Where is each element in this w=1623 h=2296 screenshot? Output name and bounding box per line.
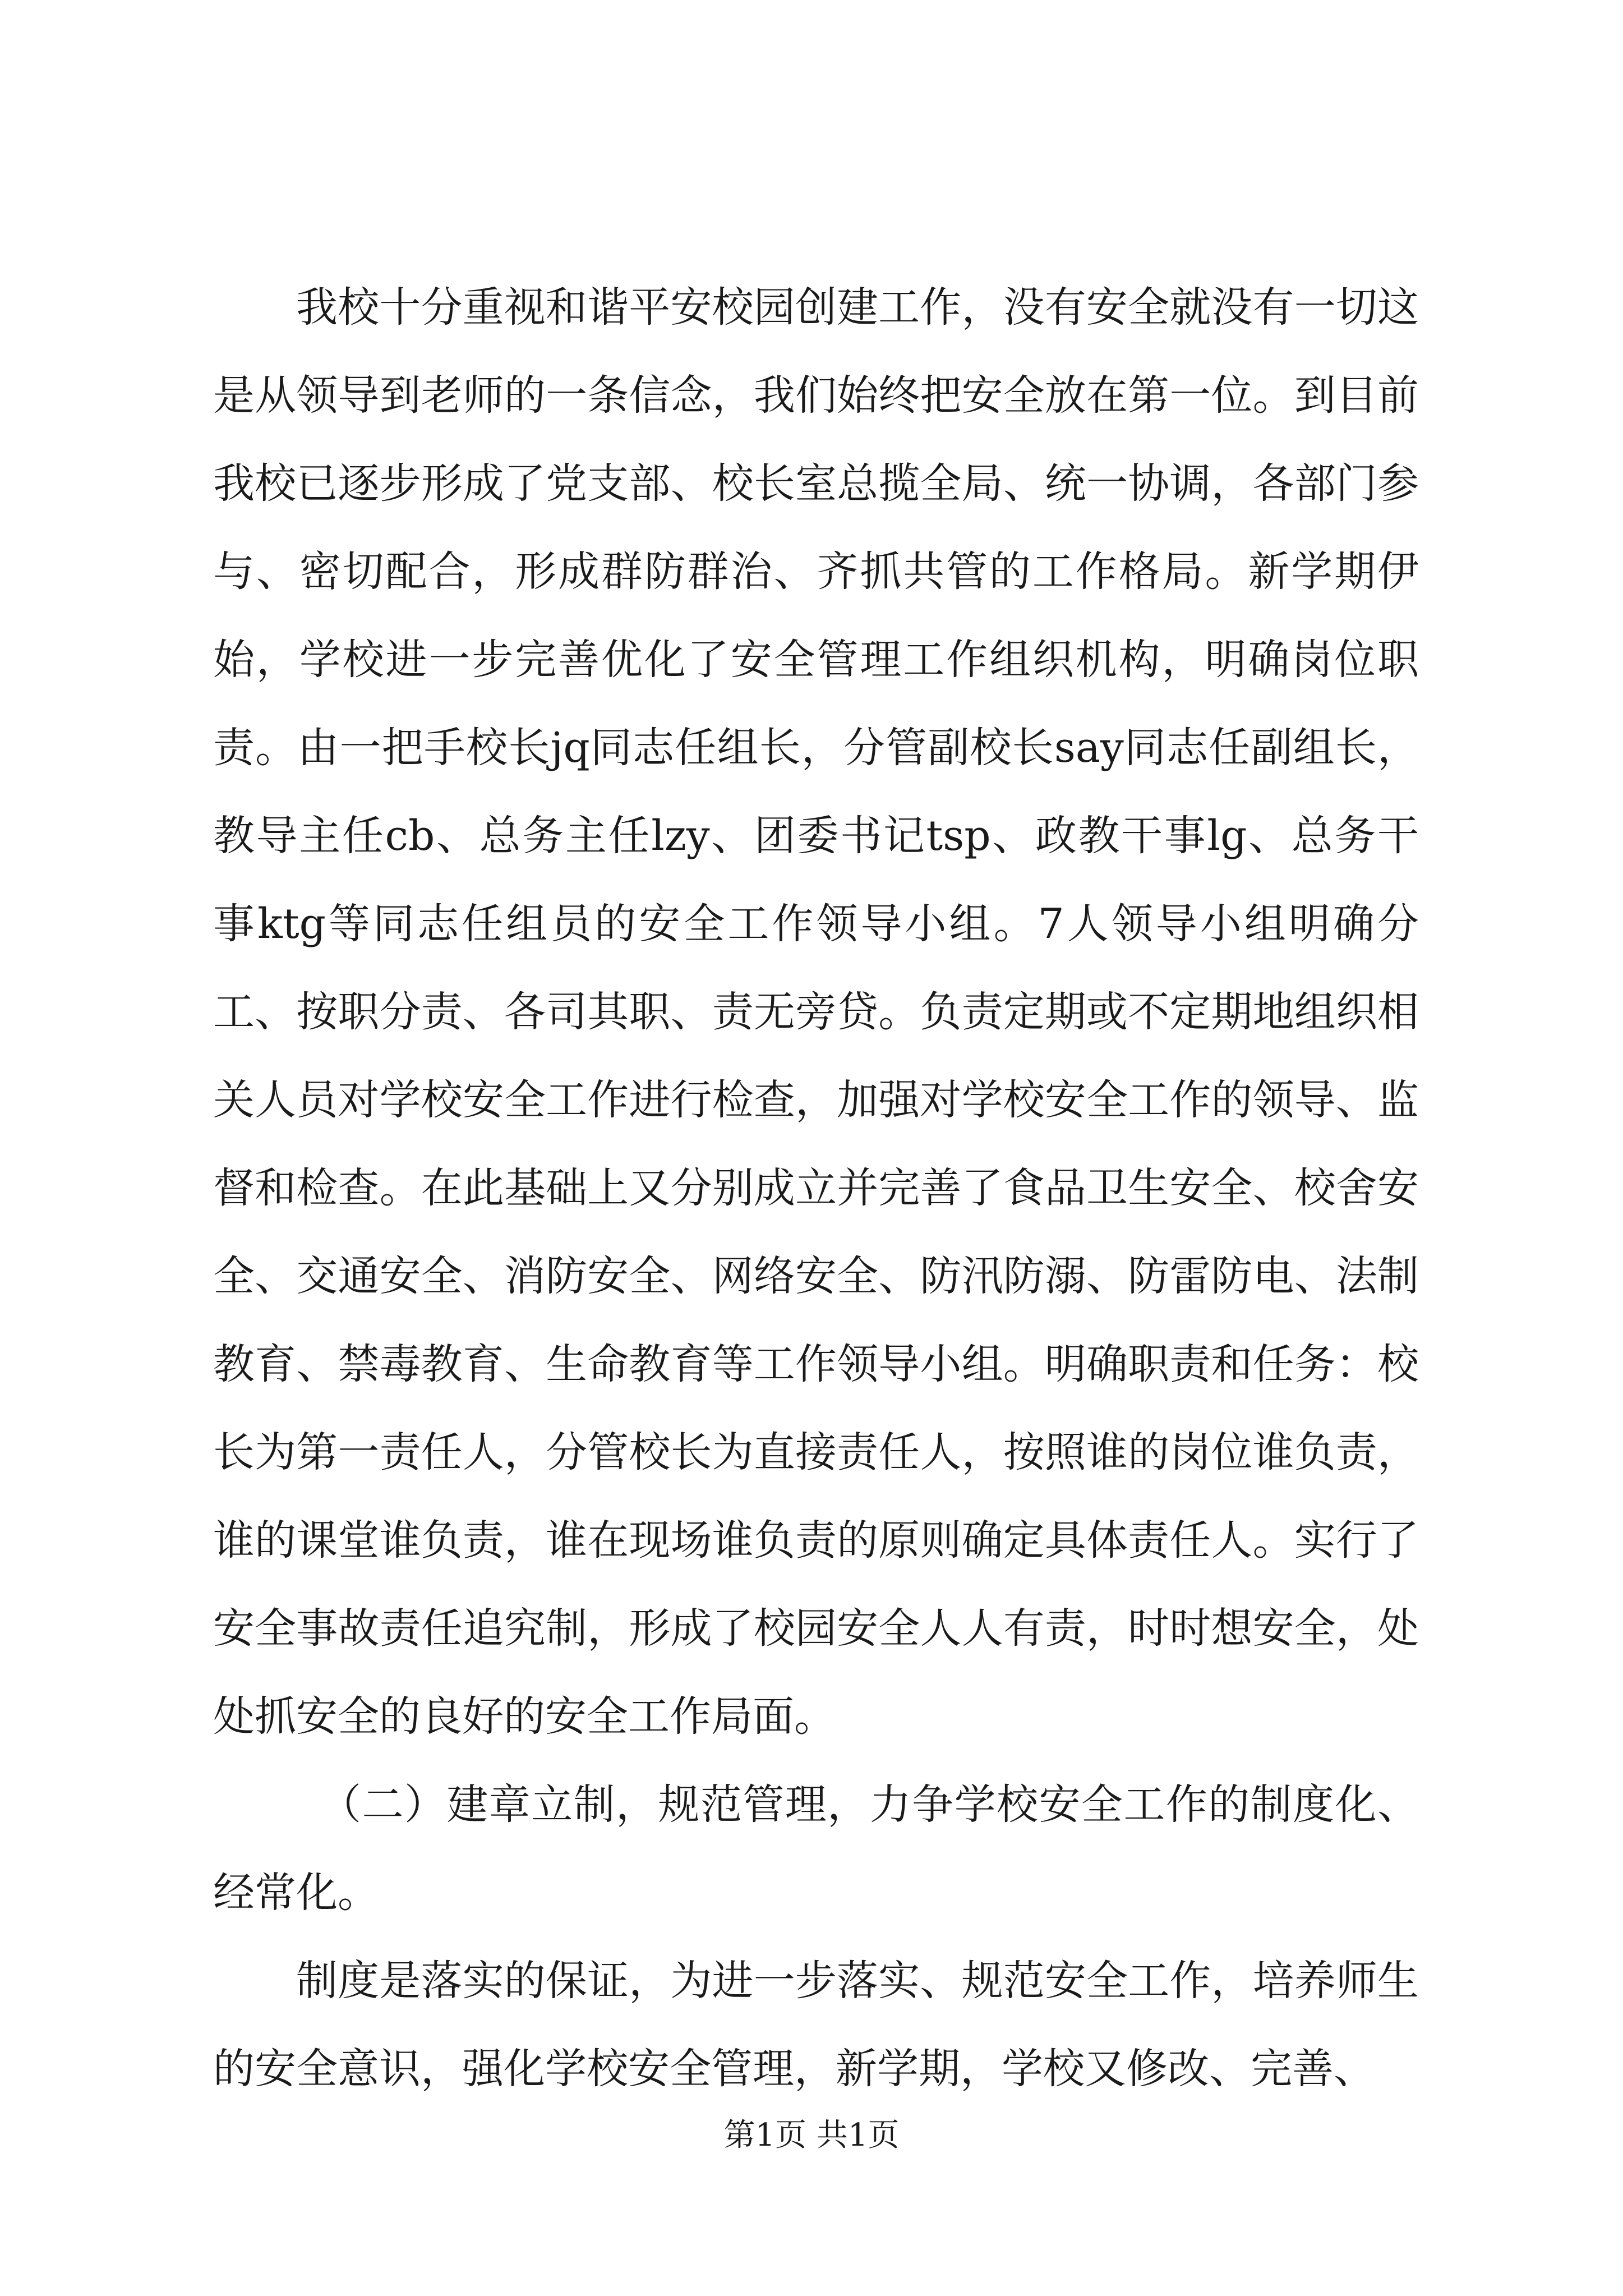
- paragraph-leadership: 我校十分重视和谐平安校园创建工作，没有安全就没有一切这是从领导到老师的一条信念，我们始终把安全放在第一位。到目前我校已逐步形成了党支部、校长室总揽全局、统一协调，各部门参与、密切配合，形成群防群治、齐抓共管的工作格局。新学期伊始，学校进一步完善优化了安全管理工作组织机构，明确岗位职责。由一把手校长jq同志任组长，分管副校长say同志任副组长，教导主任cb、总务主任lzy、团委书记tsp、政教干事lg、总务干事ktg等同志任组员的安全工作领导小组。7人领导小组明确分工、按职分责、各司其职、责无旁贷。负责定期或不定期地组织相关人员对学校安全工作进行检查，加强对学校安全工作的领导、监督和检查。在此基础上又分别成立并完善了食品卫生安全、校舍安全、交通安全、消防安全、网络安全、防汛防溺、防雷防电、法制教育、禁毒教育、生命教育等工作领导小组。明确职责和任务：校长为第一责任人，分管校长为直接责任人，按照谁的岗位谁负责，谁的课堂谁负责，谁在现场谁负责的原则确定具体责任人。实行了安全事故责任追究制，形成了校园安全人人有责，时时想安全，处处抓安全的良好的安全工作局面。: [213, 283, 1419, 1741]
- paragraph-rules: 制度是落实的保证，为进一步落实、规范安全工作，培养师生的安全意识，强化学校安全管理，新学期，学校又修改、完善、: [213, 1957, 1419, 2093]
- page-footer: 第1页 共1页: [723, 2117, 900, 2154]
- document-body: [213, 264, 1419, 2113]
- section-heading-rules: （二）建章立制，规范管理，力争学校安全工作的制度化、经常化。: [213, 1780, 1419, 1917]
